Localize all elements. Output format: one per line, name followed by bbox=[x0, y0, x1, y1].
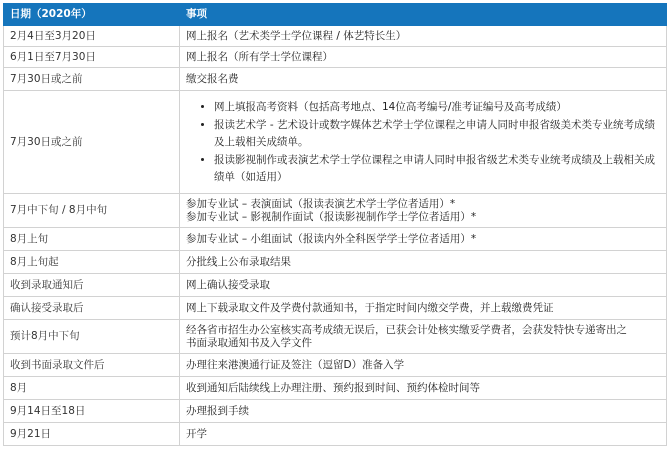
row-item bbox=[180, 194, 667, 228]
table-row bbox=[4, 297, 667, 320]
header-item: 事项 bbox=[180, 4, 667, 26]
table-row bbox=[4, 26, 667, 47]
table-row bbox=[4, 400, 667, 423]
table-row bbox=[4, 47, 667, 68]
row-item: 网上报名（艺术类学士学位课程 / 体艺特长生） bbox=[180, 26, 667, 47]
row-date: 8月上旬 bbox=[4, 228, 180, 251]
row-item-line: 参加专业试 – 表演面试（报读表演艺术学士学位者适用）* bbox=[186, 197, 456, 210]
row-date: 8月上旬起 bbox=[4, 251, 180, 274]
table-row bbox=[4, 274, 667, 297]
row-date: 9月21日 bbox=[4, 423, 180, 446]
row-date: 7月中下旬 / 8月中旬 bbox=[4, 194, 180, 228]
list-item: • 网上填报高考资料（包括高考地点、14位高考编号/准考证编号及高考成绩） bbox=[214, 99, 660, 116]
row-item: 参加专业试 – 小组面试（报读内外全科医学学士学位者适用）* bbox=[180, 228, 667, 251]
table-row bbox=[4, 320, 667, 354]
row-item: 网上确认接受录取 bbox=[180, 274, 667, 297]
row-item: 开学 bbox=[180, 423, 667, 446]
row-item-line: 书面录取通知书及入学文件 bbox=[186, 336, 312, 349]
header-date: 日期（2020年） bbox=[4, 4, 180, 26]
row-item: 分批线上公布录取结果 bbox=[180, 251, 667, 274]
table-row bbox=[4, 251, 667, 274]
table-row bbox=[4, 91, 667, 194]
row-item: 办理报到手续 bbox=[180, 400, 667, 423]
row-item: 缴交报名费 bbox=[180, 68, 667, 91]
row-date: 7月30日或之前 bbox=[4, 68, 180, 91]
list-item: • 报读艺术学 - 艺术设计或数字媒体艺术学士学位课程之申请人同时申报省级美术类专业统考成绩及上载相关成绩单。 bbox=[214, 117, 660, 151]
row-item-line: 经各省市招生办公室核实高考成绩无误后，已获会计处核实缴妥学费者，会获发特快专递寄出之 bbox=[186, 323, 627, 336]
table-row bbox=[4, 68, 667, 91]
table-row bbox=[4, 423, 667, 446]
table-row bbox=[4, 377, 667, 400]
row-item: 网上下载录取文件及学费付款通知书，于指定时间内缴交学费，并上载缴费凭证 bbox=[180, 297, 667, 320]
row-date: 确认接受录取后 bbox=[4, 297, 180, 320]
row-date: 9月14日至18日 bbox=[4, 400, 180, 423]
row-item: 网上报名（所有学士学位课程） bbox=[180, 47, 667, 68]
table-row bbox=[4, 228, 667, 251]
schedule-table-container bbox=[3, 3, 666, 446]
row-item bbox=[180, 91, 667, 194]
requirements-list bbox=[186, 99, 660, 186]
row-date: 8月 bbox=[4, 377, 180, 400]
row-item: 办理往来港澳通行证及签注（逗留D）准备入学 bbox=[180, 354, 667, 377]
row-date: 6月1日至7月30日 bbox=[4, 47, 180, 68]
row-date: 预计8月中下旬 bbox=[4, 320, 180, 354]
row-date: 收到书面录取文件后 bbox=[4, 354, 180, 377]
table-row bbox=[4, 194, 667, 228]
row-date: 收到录取通知后 bbox=[4, 274, 180, 297]
row-item bbox=[180, 320, 667, 354]
table-row bbox=[4, 354, 667, 377]
admission-schedule-table bbox=[3, 3, 667, 446]
table-header-row bbox=[4, 4, 667, 26]
row-date: 2月4日至3月20日 bbox=[4, 26, 180, 47]
row-item-line: 参加专业试 – 影视制作面试（报读影视制作学士学位者适用）* bbox=[186, 210, 477, 223]
row-date: 7月30日或之前 bbox=[4, 91, 180, 194]
list-item: • 报读影视制作或表演艺术学士学位课程之申请人同时申报省级艺术类专业统考成绩及上载相关成绩单（如适用） bbox=[214, 152, 660, 186]
row-item: 收到通知后陆续线上办理注册、预约报到时间、预约体检时间等 bbox=[180, 377, 667, 400]
